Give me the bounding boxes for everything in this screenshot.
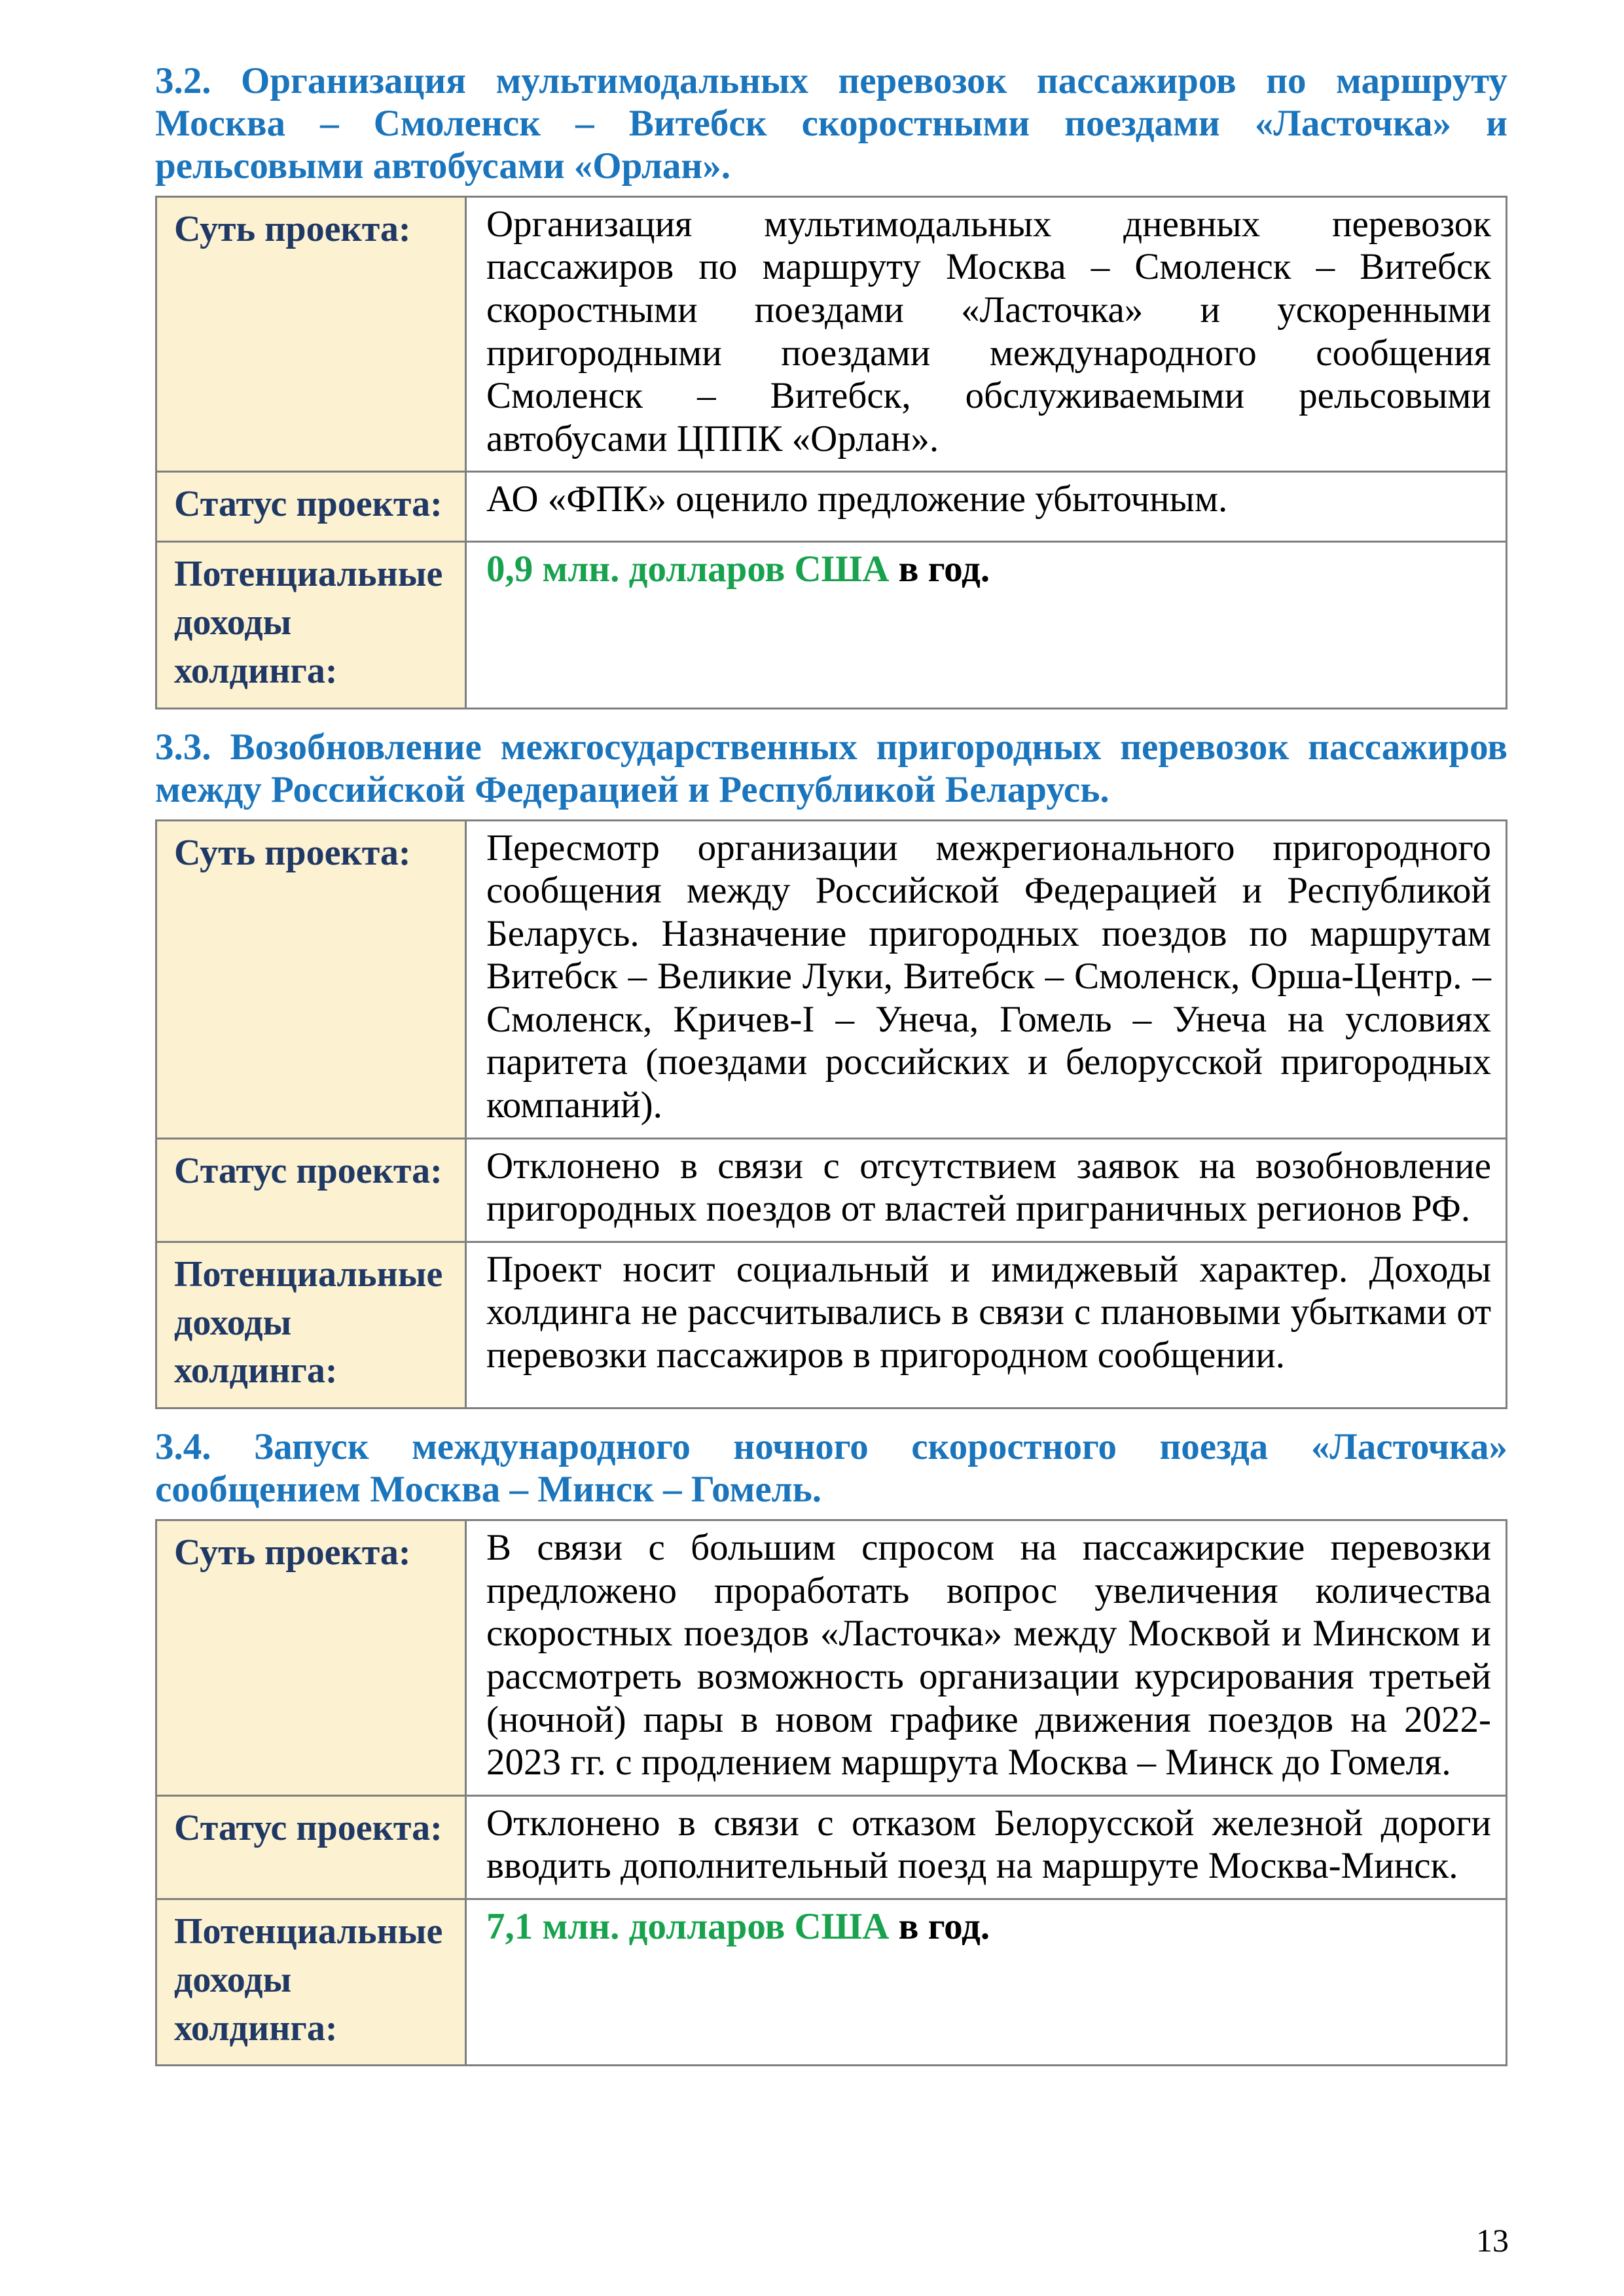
row-label: Статус проекта:: [156, 1138, 466, 1242]
row-label: Статус проекта:: [156, 472, 466, 542]
row-value: [466, 1899, 1507, 2066]
table-row-status: [156, 472, 1507, 542]
section-heading: 3.3. Возобновление межгосударственных пригородных перевозок пассажиров между Российской Федерацией и Республикой Беларусь.: [155, 726, 1507, 810]
row-value: Организация мультимодальных дневных перевозок пассажиров по маршруту Москва – Смоленск – Витебск скоростными поездами «Ласточка» и ускоренными пригородными поездами международного сообщения Смоленск – Витебск, обслуживаемыми рельсовыми автобусами ЦППК «Орлан».: [466, 196, 1507, 471]
page-number: 13: [1476, 2222, 1509, 2259]
row-label: Статус проекта:: [156, 1795, 466, 1899]
table-row-income: [156, 1242, 1507, 1408]
income-amount: 7,1 млн. долларов США: [486, 1905, 890, 1947]
section-heading: 3.2. Организация мультимодальных перевозок пассажиров по маршруту Москва – Смоленск – Витебск скоростными поездами «Ласточка» и рельсовыми автобусами «Орлан».: [155, 60, 1507, 187]
row-value: Отклонено в связи с отсутствием заявок на возобновление пригородных поездов от властей приграничных регионов РФ.: [466, 1138, 1507, 1242]
project-table: [155, 1519, 1507, 2066]
row-label: Суть проекта:: [156, 820, 466, 1138]
income-amount: 0,9 млн. долларов США: [486, 548, 890, 590]
project-table: [155, 819, 1507, 1410]
row-value: В связи с большим спросом на пассажирские перевозки предложено проработать вопрос увеличения количества скоростных поездов «Ласточка» между Москвой и Минском и рассмотреть возможность организации курсирования третьей (ночной) пары в новом графике движения поездов на 2022-2023 гг. с продлением маршрута Москва – Минск до Гомеля.: [466, 1520, 1507, 1795]
income-suffix: в год.: [889, 548, 990, 590]
table-row-essence: [156, 820, 1507, 1138]
table-row-essence: [156, 196, 1507, 471]
table-row-status: [156, 1795, 1507, 1899]
table-row-income: [156, 1899, 1507, 2066]
section-3-2: [155, 60, 1507, 709]
row-value: АО «ФПК» оценило предложение убыточным.: [466, 472, 1507, 542]
page-content: [155, 60, 1507, 2083]
row-value: Пересмотр организации межрегионального пригородного сообщения между Российской Федерацией и Республикой Беларусь. Назначение пригородных поездов по маршрутам Витебск – Великие Луки, Витебск – Смоленск, Орша-Центр. – Смоленск, Кричев-I – Унеча, Гомель – Унеча на условиях паритета (поездами российских и белорусской пригородных компаний).: [466, 820, 1507, 1138]
income-suffix: в год.: [889, 1905, 990, 1947]
section-heading: 3.4. Запуск международного ночного скоростного поезда «Ласточка» сообщением Москва – Минск – Гомель.: [155, 1426, 1507, 1511]
table-row-status: [156, 1138, 1507, 1242]
row-value: Отклонено в связи с отказом Белорусской железной дороги вводить дополнительный поезд на маршруте Москва-Минск.: [466, 1795, 1507, 1899]
table-row-essence: [156, 1520, 1507, 1795]
row-value: Проект носит социальный и имиджевый характер. Доходы холдинга не рассчитывались в связи с плановыми убытками от перевозки пассажиров в пригородном сообщении.: [466, 1242, 1507, 1408]
project-table: [155, 196, 1507, 709]
row-value: [466, 542, 1507, 709]
row-label: Потенциальные доходы холдинга:: [156, 1899, 466, 2066]
row-label: Потенциальные доходы холдинга:: [156, 1242, 466, 1408]
table-row-income: [156, 542, 1507, 709]
section-3-4: [155, 1426, 1507, 2066]
row-label: Суть проекта:: [156, 1520, 466, 1795]
section-3-3: [155, 726, 1507, 1410]
row-label: Суть проекта:: [156, 196, 466, 471]
row-label: Потенциальные доходы холдинга:: [156, 542, 466, 709]
